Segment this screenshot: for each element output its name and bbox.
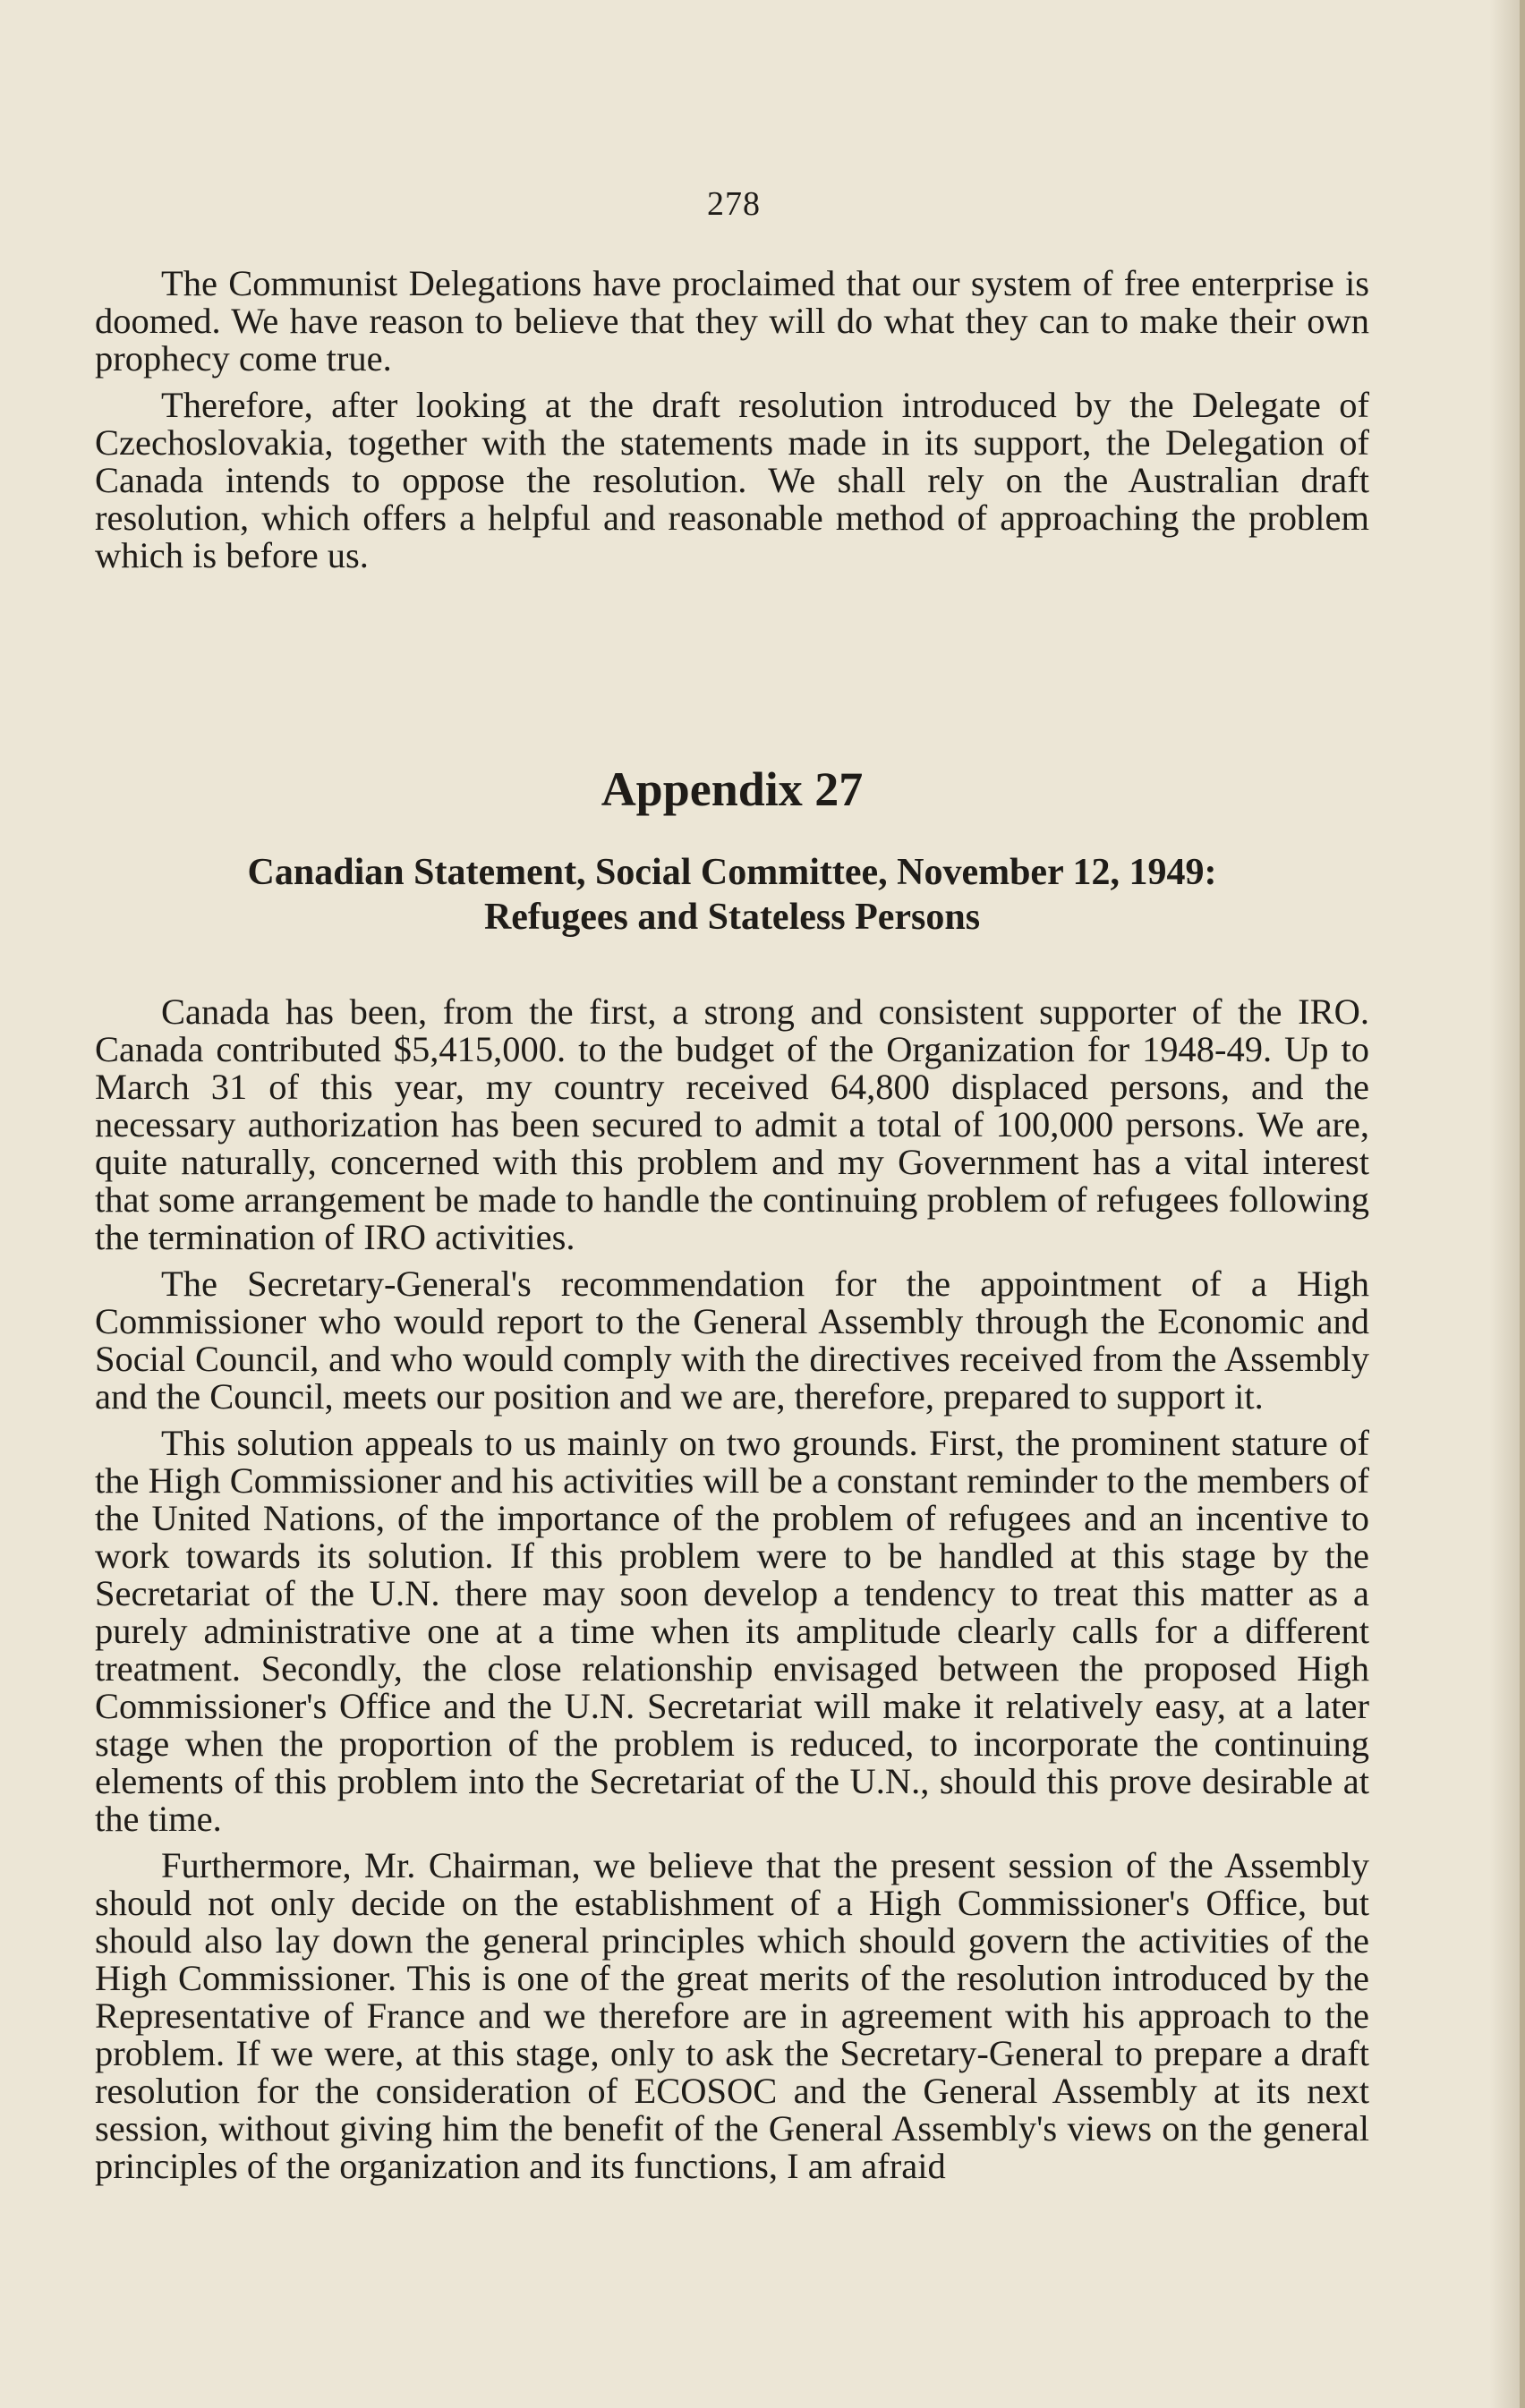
page-edge xyxy=(1520,0,1525,2408)
appendix-subtitle-line-2: Refugees and Stateless Persons xyxy=(483,897,981,938)
body-paragraph-2: The Secretary-General's recommendation for the appointment of a High Commissioner who would report to the General Assembly through the Economic and Social Council, and who would comply with the directives received from the Assembly and the Council, meets our position and we are, therefore, prepared to support it. xyxy=(95,1264,1369,1417)
appendix-title: Appendix 27 xyxy=(601,762,864,816)
body-paragraph-1: Canada has been, from the first, a strong and consistent supporter of the IRO. Canada contributed $5,415,000. to the budget of the Organization for 1948-49. Up to March 31 of this year, my country received 64,800 displaced persons, and the necessary authorization has been secured to admit a total of 100,000 persons. We are, quite naturally, concerned with this problem and my Government has a vital interest that some arrangement be made to handle the continuing problem of refugees following the termination of IRO activities. xyxy=(95,991,1369,1257)
page-content xyxy=(95,265,1369,2194)
intro-paragraph-2: Therefore, after looking at the draft resolution introduced by the Delegate of Czechoslovakia, together with the statements made in its support, the Delegation of Canada intends to oppose the resolution. We shall rely on the Australian draft resolution, which offers a helpful and reasonable method of approaching the problem which is before us. xyxy=(95,385,1369,575)
appendix-subtitle xyxy=(95,850,1369,940)
intro-paragraph-1: The Communist Delegations have proclaimed that our system of free enterprise is doomed. We have reason to believe that they will do what they can to make their own prophecy come true. xyxy=(95,263,1369,379)
page-number: 278 xyxy=(707,185,761,223)
body-paragraph-4: Furthermore, Mr. Chairman, we believe that the present session of the Assembly should not only decide on the establishment of a High Commissioner's Office, but should also lay down the general principles which should govern the activities of the High Commissioner. This is one of the great merits of the resolution introduced by the Representative of France and we therefore are in agreement with his approach to the problem. If we were, at this stage, only to ask the Secretary-General to prepare a draft resolution for the consideration of ECOSOC and the General Assembly at its next session, without giving him the benefit of the General Assembly's views on the general principles of the organization and its functions, I am afraid xyxy=(95,1845,1369,2186)
body-paragraph-3: This solution appeals to us mainly on two grounds. First, the prominent stature of the High Commissioner and his activities will be a constant reminder to the members of the United Nations, of the importance of the problem of refugees and an incentive to work towards its solution. If this problem were to be handled at this stage by the Secretariat of the U.N. there may soon develop a tendency to treat this matter as a purely administrative one at a time when its amplitude clearly calls for a different treatment. Secondly, the close relationship envisaged between the proposed High Commissioner's Office and the U.N. Secretariat will make it relatively easy, at a later stage when the proportion of the problem is reduced, to incorporate the continuing elements of this problem into the Secretariat of the U.N., should this prove desirable at the time. xyxy=(95,1423,1369,1839)
appendix-subtitle-line-1: Canadian Statement, Social Committee, November 12, 1949: xyxy=(247,852,1217,893)
